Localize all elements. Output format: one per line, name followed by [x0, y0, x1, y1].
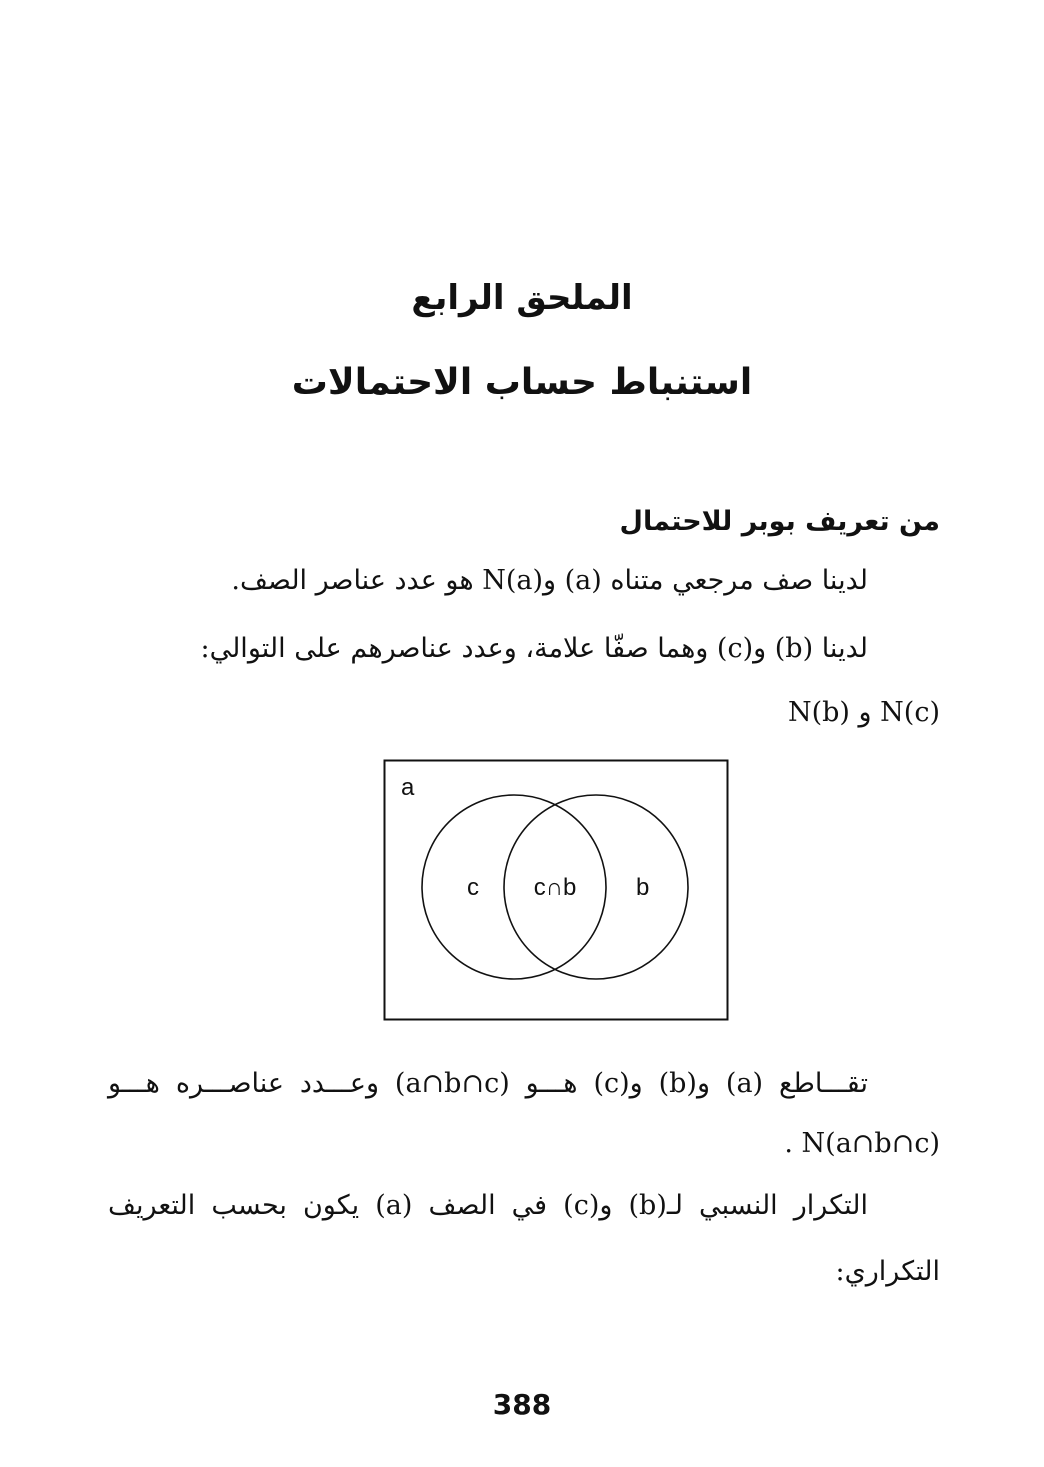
- circle-b: [504, 795, 688, 979]
- left-set-label: c: [467, 874, 479, 901]
- venn-svg: [383, 759, 729, 1021]
- paragraph-frequency-line-2: التكراري:: [835, 1256, 940, 1287]
- intersection-label: c∩b: [533, 874, 577, 901]
- paragraph-indicator-classes: لدينا (b) و(c) وهما صفّا علامة، وعدد عناصرهم على التوالي:: [200, 633, 868, 664]
- circle-c: [422, 795, 606, 979]
- paragraph-reference-class: لدينا صف مرجعي متناه (a) وN(a) هو عدد عناصر الصف.: [231, 565, 868, 596]
- chapter-title: الملحق الرابع: [411, 278, 633, 318]
- paragraph-intersection-line-1: تقـــاطع (a) و(b) و(c) هـــو (a∩b∩c) وعـــدد عناصـــره هـــو: [108, 1068, 868, 1099]
- section-heading: من تعريف بوبر للاحتمال: [619, 506, 940, 537]
- venn-diagram: [383, 759, 729, 1021]
- chapter-subtitle: استنباط حساب الاحتمالات: [291, 362, 753, 403]
- paragraph-counts: N(b) و N(c): [787, 697, 940, 728]
- paragraph-frequency-line-1: التكرار النسبي لـ(b) و(c) في الصف (a) يكون بحسب التعريف: [108, 1190, 868, 1221]
- page-number: 388: [492, 1388, 552, 1421]
- paragraph-intersection-line-2: . N(a∩b∩c): [784, 1128, 940, 1159]
- universe-label: a: [401, 774, 415, 801]
- right-set-label: b: [636, 874, 650, 901]
